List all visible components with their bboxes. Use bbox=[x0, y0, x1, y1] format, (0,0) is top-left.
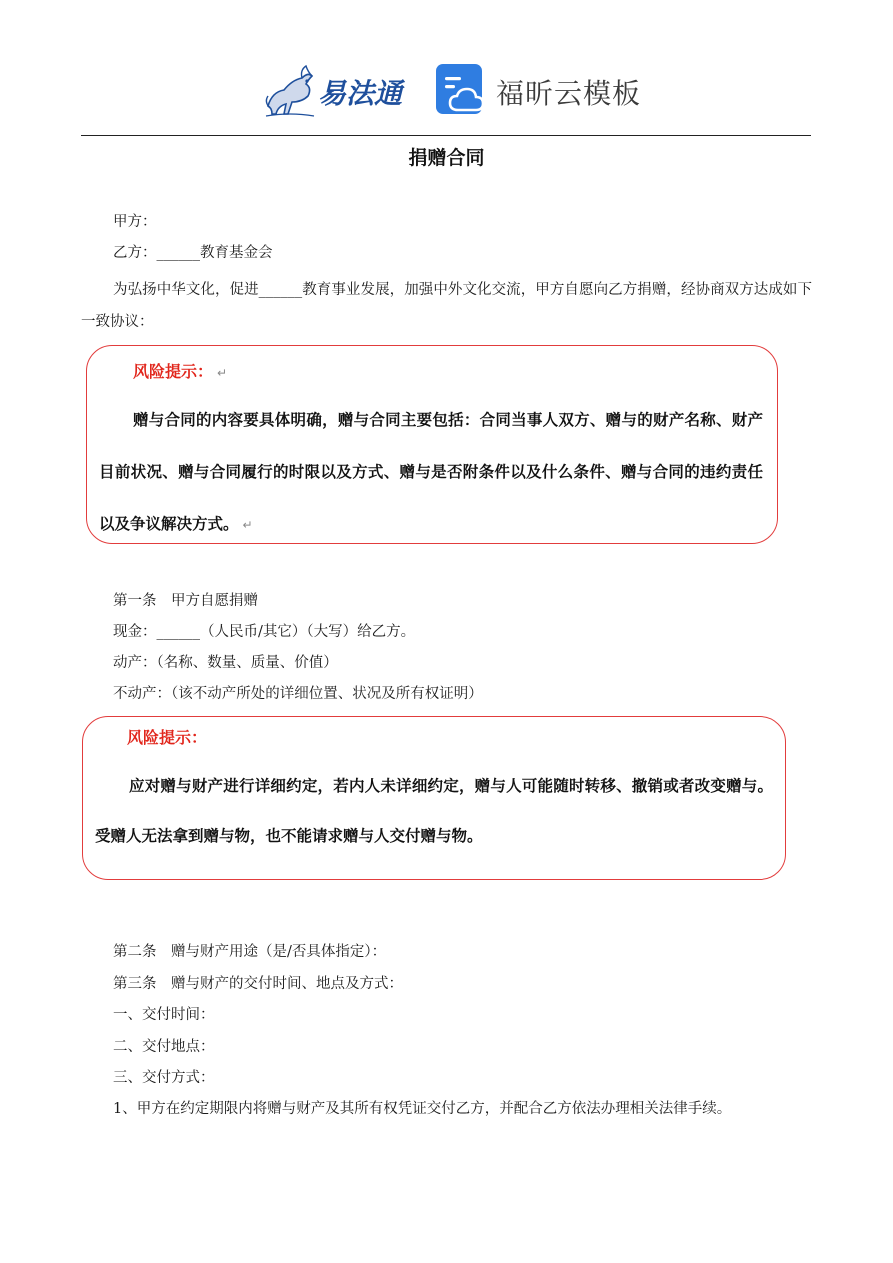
risk-notice-body-2: 应对赠与财产进行详细约定，若内人未详细约定，赠与人可能随时转移、撤销或者改变赠与。受赠人无法拿到赠与物，也不能请求赠与人交付赠与物。 bbox=[95, 777, 773, 845]
cash-line: 现金：______（人民币/其它）（大写）给乙方。 bbox=[113, 624, 416, 640]
qilin-emblem-icon bbox=[262, 62, 318, 120]
risk-notice-title-text-1: 风险提示： bbox=[133, 362, 214, 381]
yifatong-logo bbox=[262, 62, 412, 120]
clause-1-line: 1、甲方在约定期限内将赠与财产及其所有权凭证交付乙方，并配合乙方依法办理相关法律手续。 bbox=[113, 1101, 732, 1117]
article-3-line: 第三条 赠与财产的交付时间、地点及方式： bbox=[113, 976, 403, 992]
risk-notice-body-text-1: 赠与合同的内容要具体明确，赠与合同主要包括：合同当事人双方、赠与的财产名称、财产目前状况、赠与合同履行的时限以及方式、赠与是否附条件以及什么条件、赠与合同的违约责任以及争议解决方式。 bbox=[99, 411, 763, 533]
party-a-line: 甲方： bbox=[113, 214, 157, 230]
return-mark-icon: ↵ bbox=[217, 366, 228, 380]
document-title: 捐赠合同 bbox=[408, 147, 485, 169]
fuxin-logo-text: 福昕云模板 bbox=[496, 77, 642, 110]
fuxin-cloud-template-logo bbox=[436, 64, 642, 118]
risk-notice-box-2 bbox=[82, 716, 786, 880]
header-divider bbox=[81, 135, 811, 136]
article-1-heading: 第一条 甲方自愿捐赠 bbox=[113, 593, 258, 609]
risk-notice-body-1 bbox=[99, 394, 763, 551]
page-header bbox=[0, 58, 893, 124]
return-mark-icon: ↵ bbox=[242, 518, 253, 532]
movable-property-line: 动产：（名称、数量、质量、价值） bbox=[113, 655, 338, 671]
risk-notice-title-2: 风险提示： bbox=[127, 728, 208, 747]
fuxin-cloud-doc-icon bbox=[436, 64, 486, 114]
yifatong-logo-text: 易法通 bbox=[318, 77, 403, 110]
intro-paragraph: 为弘扬中华文化，促进______教育事业发展，加强中外文化交流，甲方自愿向乙方捐赠，经协商双方达成如下一致协议： bbox=[81, 282, 812, 330]
delivery-method-line: 三、交付方式： bbox=[113, 1070, 215, 1086]
party-b-line: 乙方：______教育基金会 bbox=[113, 245, 273, 261]
delivery-time-line: 一、交付时间： bbox=[113, 1007, 215, 1023]
risk-notice-box-1 bbox=[86, 345, 778, 544]
risk-notice-title-1 bbox=[133, 359, 227, 382]
article-2-line: 第二条 赠与财产用途（是/否具体指定）： bbox=[113, 944, 387, 960]
delivery-place-line: 二、交付地点： bbox=[113, 1039, 215, 1055]
immovable-property-line: 不动产：（该不动产所处的详细位置、状况及所有权证明） bbox=[113, 686, 483, 702]
